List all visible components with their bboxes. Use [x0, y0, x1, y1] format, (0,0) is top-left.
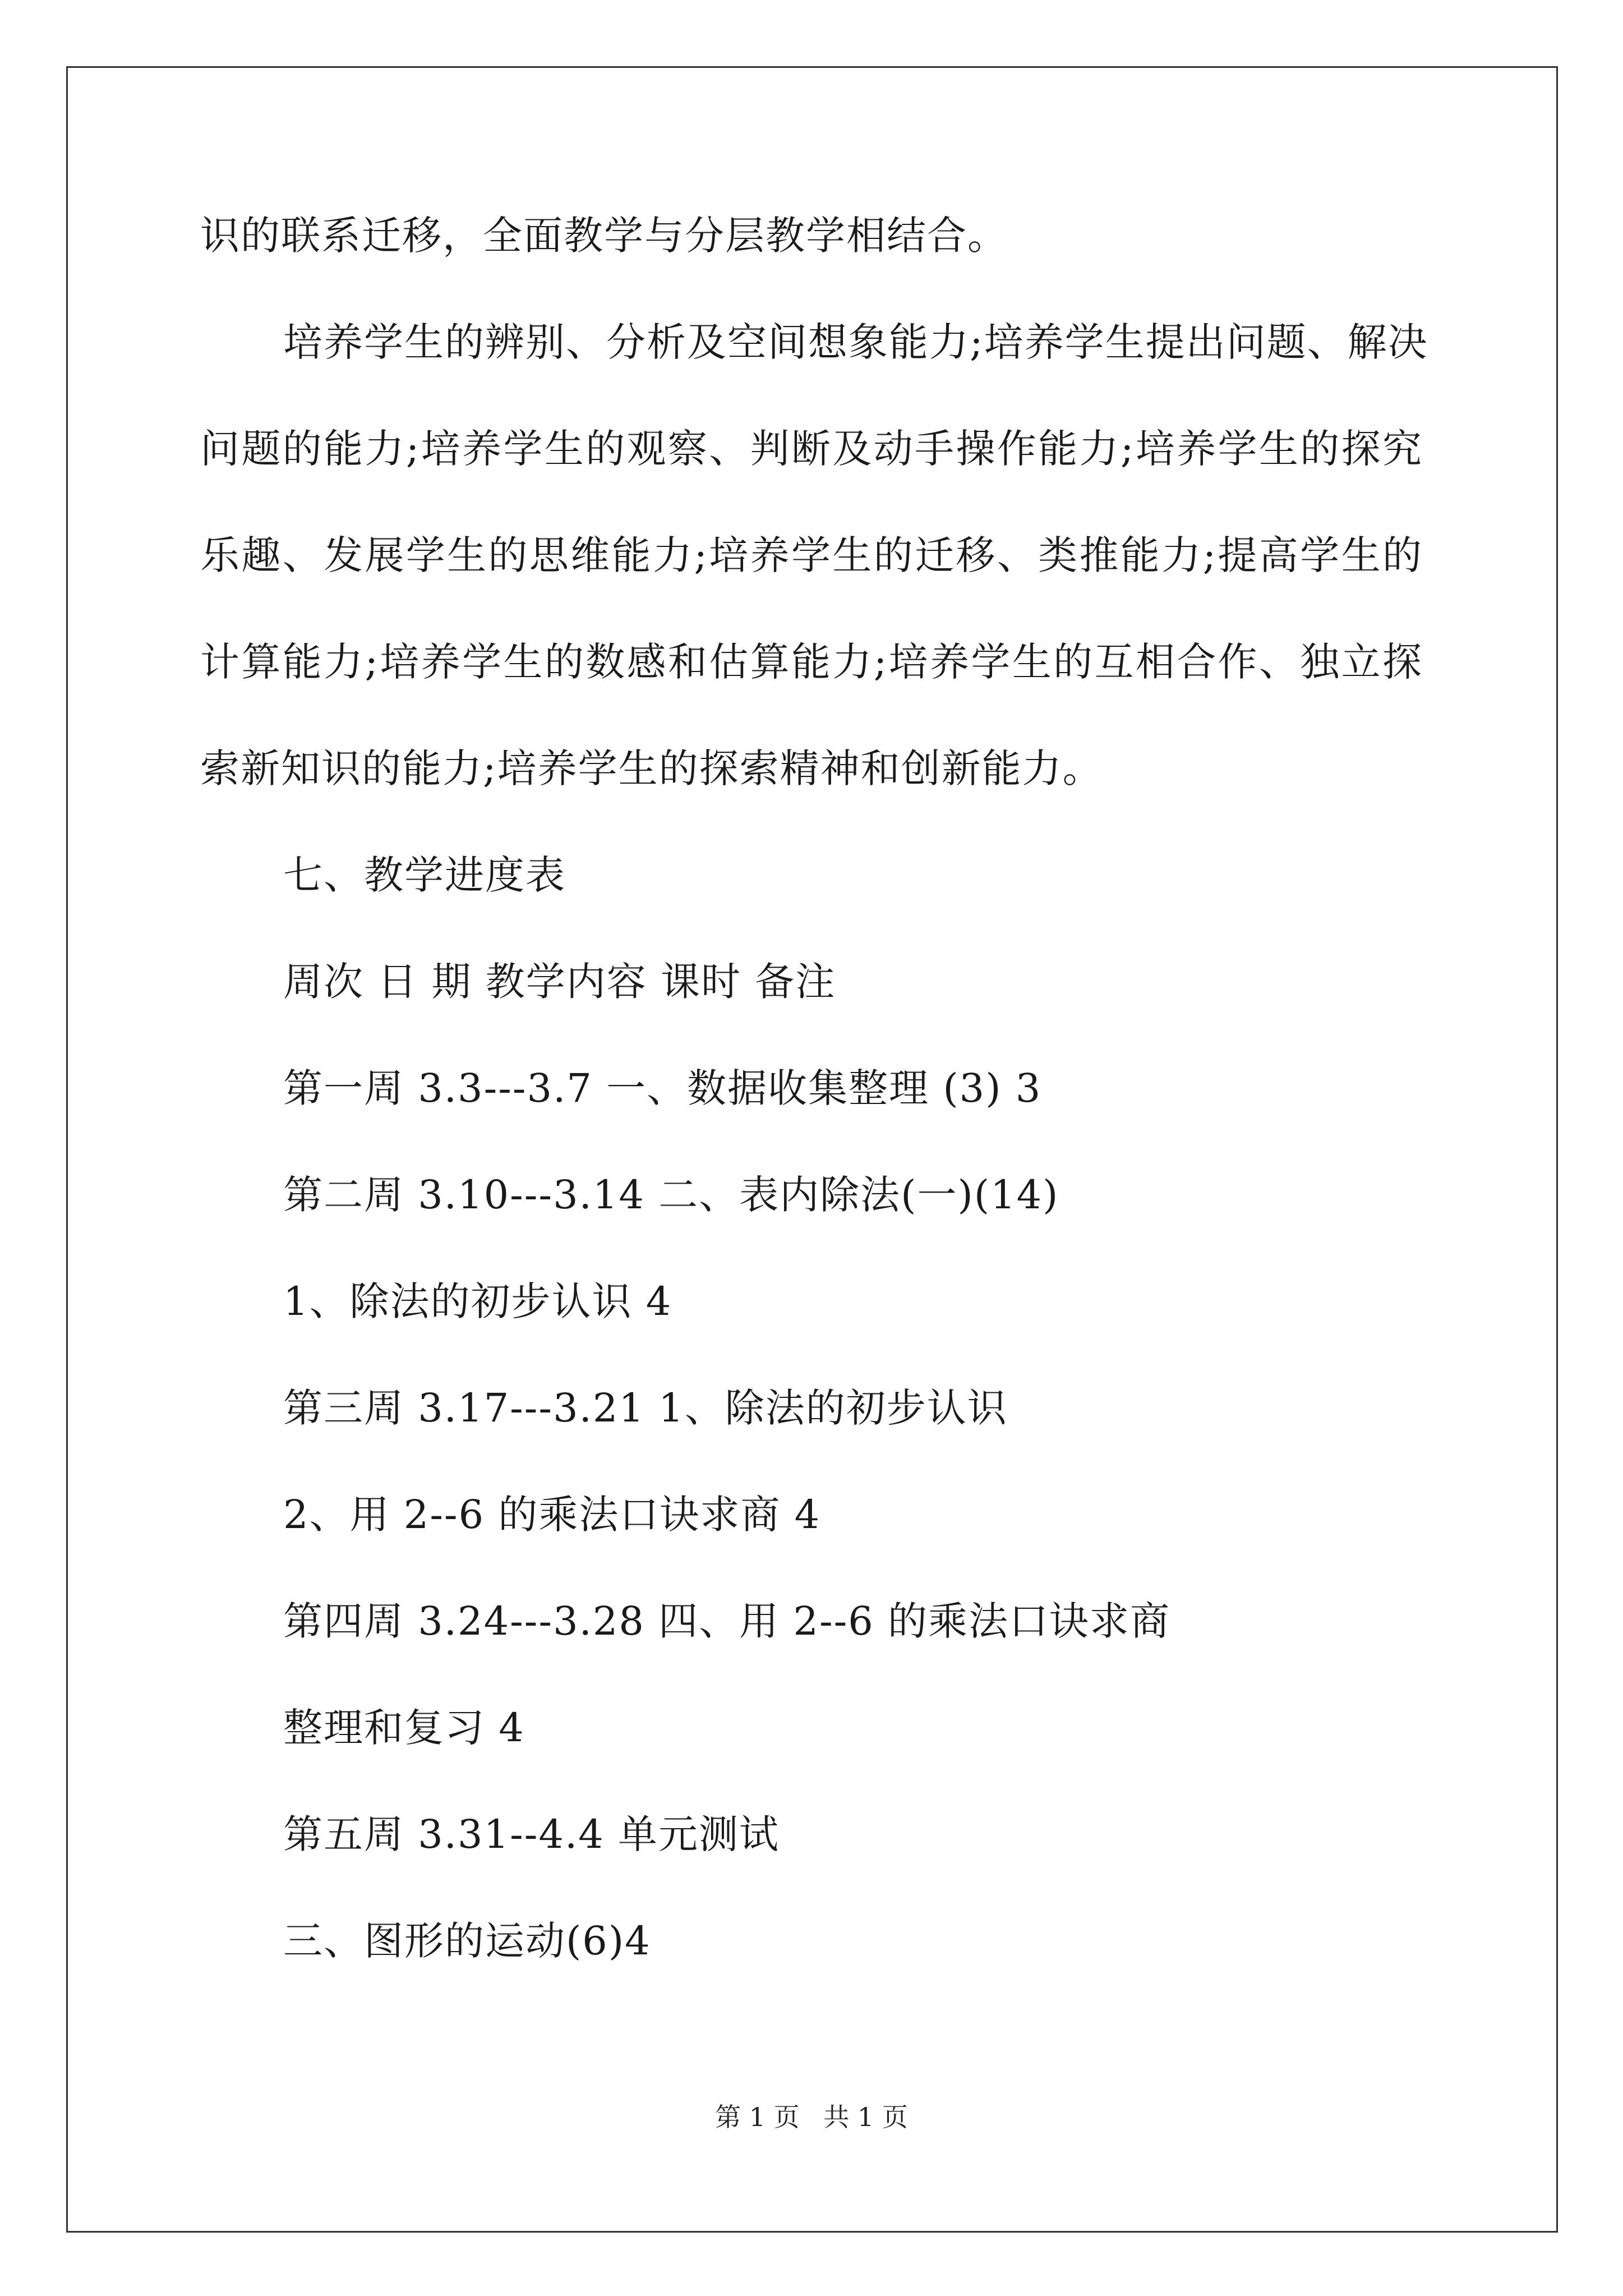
page-border	[66, 66, 1558, 2233]
page-number: 第 1 页	[715, 2102, 800, 2132]
schedule-line: 1、除法的初步认识 4	[283, 1278, 672, 1324]
paragraph-line-3: 问题的能力;培养学生的观察、判断及动手操作能力;培养学生的探究	[200, 426, 1423, 472]
schedule-line: 整理和复习 4	[283, 1705, 525, 1751]
schedule-line: 第一周 3.3---3.7 一、数据收集整理 (3) 3	[283, 1065, 1042, 1111]
page-footer	[0, 2100, 1623, 2134]
paragraph-line-2: 培养学生的辨别、分析及空间想象能力;培养学生提出问题、解决	[283, 319, 1428, 365]
page-total: 共 1 页	[823, 2102, 908, 2132]
schedule-line: 第四周 3.24---3.28 四、用 2--6 的乘法口诀求商	[283, 1598, 1171, 1644]
paragraph-line-5: 计算能力;培养学生的数感和估算能力;培养学生的互相合作、独立探	[200, 639, 1423, 685]
schedule-line: 第五周 3.31--4.4 单元测试	[283, 1811, 780, 1857]
schedule-line: 三、图形的运动(6)4	[283, 1918, 651, 1964]
schedule-line: 第二周 3.10---3.14 二、表内除法(一)(14)	[283, 1172, 1059, 1218]
paragraph-line-6: 索新知识的能力;培养学生的探索精神和创新能力。	[200, 746, 1103, 792]
paragraph-line-1: 识的联系迁移，全面教学与分层教学相结合。	[200, 213, 1008, 259]
schedule-line: 第三周 3.17---3.21 1、除法的初步认识	[283, 1385, 1008, 1431]
section-heading: 七、教学进度表	[283, 852, 566, 898]
schedule-header: 周次 日 期 教学内容 课时 备注	[283, 959, 836, 1005]
schedule-line: 2、用 2--6 的乘法口诀求商 4	[283, 1492, 821, 1538]
paragraph-line-4: 乐趣、发展学生的思维能力;培养学生的迁移、类推能力;提高学生的	[200, 532, 1423, 578]
